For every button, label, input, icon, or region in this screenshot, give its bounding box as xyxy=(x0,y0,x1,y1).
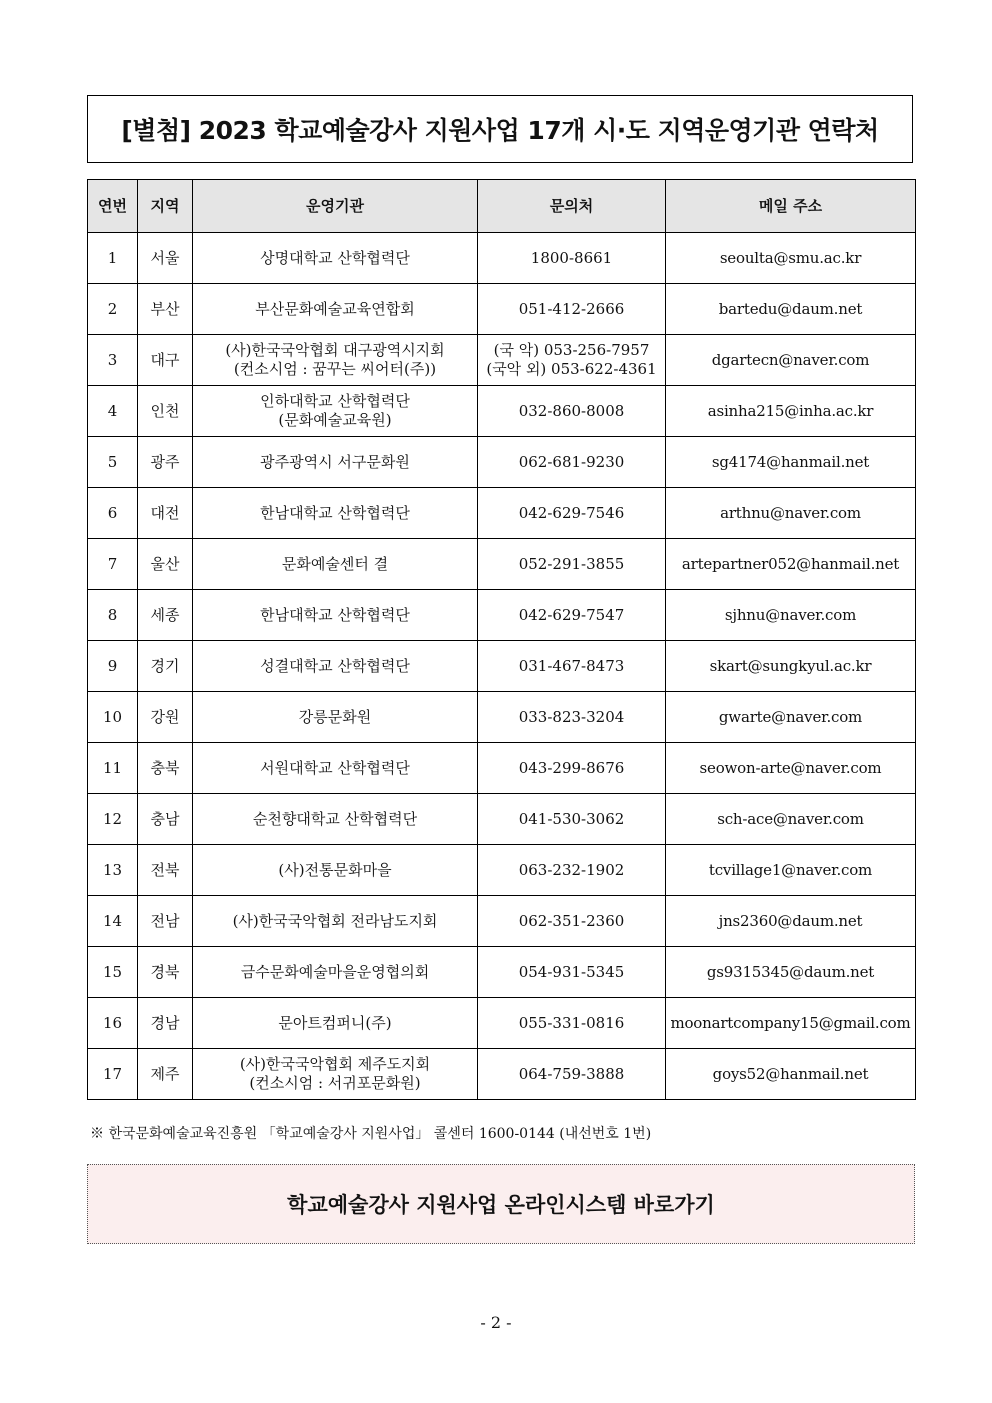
cell-phone xyxy=(478,233,666,284)
phone-line: 033-823-3204 xyxy=(518,707,625,726)
phone-line: 064-759-3888 xyxy=(518,1064,625,1083)
table-row xyxy=(88,794,916,845)
cell-email: gwarte@naver.com xyxy=(666,692,916,743)
cell-no: 5 xyxy=(88,437,138,488)
phone-line: 043-299-8676 xyxy=(518,758,625,777)
phone-line: 041-530-3062 xyxy=(518,809,625,828)
cell-region: 전북 xyxy=(138,845,193,896)
phone-line: 054-931-5345 xyxy=(518,962,625,981)
cell-org xyxy=(193,590,478,641)
cell-no: 12 xyxy=(88,794,138,845)
cell-no: 6 xyxy=(88,488,138,539)
cell-region: 울산 xyxy=(138,539,193,590)
org-line: 문아트컴퍼니(주) xyxy=(278,1013,392,1032)
cell-email: jns2360@daum.net xyxy=(666,896,916,947)
cell-org xyxy=(193,335,478,386)
cell-no: 11 xyxy=(88,743,138,794)
cell-org xyxy=(193,641,478,692)
phone-line: 052-291-3855 xyxy=(518,554,625,573)
cell-email: dgartecn@naver.com xyxy=(666,335,916,386)
phone-line: 032-860-8008 xyxy=(518,401,625,420)
phone-line: 1800-8661 xyxy=(530,248,613,267)
table-row xyxy=(88,284,916,335)
header-phone: 문의처 xyxy=(478,180,666,233)
table-row xyxy=(88,845,916,896)
phone-line: (국 악) 053-256-7957 xyxy=(493,341,650,360)
cell-email: bartedu@daum.net xyxy=(666,284,916,335)
document-title-text: [별첨] 2023 학교예술강사 지원사업 17개 시·도 지역운영기관 연락처 xyxy=(121,116,879,145)
cell-phone xyxy=(478,794,666,845)
cell-no: 9 xyxy=(88,641,138,692)
cell-email: seowon-arte@naver.com xyxy=(666,743,916,794)
table-row xyxy=(88,743,916,794)
cell-region: 대구 xyxy=(138,335,193,386)
org-line: (문화예술교육원) xyxy=(278,411,392,429)
org-line: (사)한국국악협회 대구광역시지회 xyxy=(225,341,445,360)
cell-region: 서울 xyxy=(138,233,193,284)
org-line: 상명대학교 산학협력단 xyxy=(260,248,410,267)
document-title xyxy=(87,95,913,163)
header-org: 운영기관 xyxy=(193,180,478,233)
org-line: 문화예술센터 결 xyxy=(281,554,389,573)
table-row xyxy=(88,692,916,743)
phone-line: 063-232-1902 xyxy=(518,860,625,879)
cell-org xyxy=(193,488,478,539)
cell-email: arthnu@naver.com xyxy=(666,488,916,539)
table-row xyxy=(88,590,916,641)
cell-region: 경남 xyxy=(138,998,193,1049)
cell-org xyxy=(193,284,478,335)
cell-email: sch-ace@naver.com xyxy=(666,794,916,845)
table-row xyxy=(88,1049,916,1100)
cell-region: 인천 xyxy=(138,386,193,437)
cell-org xyxy=(193,845,478,896)
org-line: 강릉문화원 xyxy=(298,707,372,726)
cell-org xyxy=(193,1049,478,1100)
cell-no: 4 xyxy=(88,386,138,437)
phone-line: 031-467-8473 xyxy=(518,656,625,675)
org-line: 광주광역시 서구문화원 xyxy=(260,452,410,471)
cell-no: 7 xyxy=(88,539,138,590)
cell-email: moonartcompany15@gmail.com xyxy=(666,998,916,1049)
online-system-link-button[interactable] xyxy=(87,1164,915,1244)
cell-email: sjhnu@naver.com xyxy=(666,590,916,641)
cell-region: 강원 xyxy=(138,692,193,743)
cell-org xyxy=(193,233,478,284)
table-row xyxy=(88,998,916,1049)
org-line: (사)전통문화마을 xyxy=(278,860,392,879)
cell-phone xyxy=(478,335,666,386)
cell-no: 17 xyxy=(88,1049,138,1100)
cell-phone xyxy=(478,998,666,1049)
cell-phone xyxy=(478,386,666,437)
cell-org xyxy=(193,692,478,743)
cell-region: 충북 xyxy=(138,743,193,794)
cell-region: 세종 xyxy=(138,590,193,641)
cell-no: 3 xyxy=(88,335,138,386)
table-row xyxy=(88,896,916,947)
org-line: 서원대학교 산학협력단 xyxy=(260,758,410,777)
phone-line: 042-629-7547 xyxy=(518,605,625,624)
cell-region: 충남 xyxy=(138,794,193,845)
table-header-row xyxy=(88,180,916,233)
cell-region: 부산 xyxy=(138,284,193,335)
cell-phone xyxy=(478,488,666,539)
cell-no: 15 xyxy=(88,947,138,998)
table-row xyxy=(88,437,916,488)
cell-org xyxy=(193,794,478,845)
org-line: 순천향대학교 산학협력단 xyxy=(252,809,418,828)
cell-phone xyxy=(478,641,666,692)
phone-line: (국악 외) 053-622-4361 xyxy=(486,360,657,378)
org-line: 성결대학교 산학협력단 xyxy=(260,656,410,675)
org-line: 한남대학교 산학협력단 xyxy=(260,503,410,522)
org-line: 금수문화예술마을운영협의회 xyxy=(240,962,430,981)
header-email: 메일 주소 xyxy=(666,180,916,233)
cell-email: skart@sungkyul.ac.kr xyxy=(666,641,916,692)
org-line: (사)한국국악협회 전라남도지회 xyxy=(232,911,438,930)
cell-phone xyxy=(478,539,666,590)
cell-org xyxy=(193,896,478,947)
cell-phone xyxy=(478,896,666,947)
header-region: 지역 xyxy=(138,180,193,233)
contacts-table xyxy=(87,179,916,1100)
cell-phone xyxy=(478,947,666,998)
org-line: 한남대학교 산학협력단 xyxy=(260,605,410,624)
cell-org xyxy=(193,743,478,794)
cell-region: 광주 xyxy=(138,437,193,488)
cell-no: 10 xyxy=(88,692,138,743)
cell-no: 14 xyxy=(88,896,138,947)
table-row xyxy=(88,386,916,437)
cell-email: tcvillage1@naver.com xyxy=(666,845,916,896)
cell-region: 대전 xyxy=(138,488,193,539)
org-line: (사)한국국악협회 제주도지회 xyxy=(239,1055,431,1074)
cell-org xyxy=(193,539,478,590)
header-no: 연번 xyxy=(88,180,138,233)
cell-no: 13 xyxy=(88,845,138,896)
phone-line: 062-351-2360 xyxy=(518,911,625,930)
cell-email: goys52@hanmail.net xyxy=(666,1049,916,1100)
cell-email: sg4174@hanmail.net xyxy=(666,437,916,488)
phone-line: 042-629-7546 xyxy=(518,503,625,522)
footnote: ※ 한국문화예술교육진흥원 「학교예술강사 지원사업」 콜센터 1600-0144 (내선번호 1번) xyxy=(90,1126,652,1142)
cell-region: 경기 xyxy=(138,641,193,692)
cell-email: gs9315345@daum.net xyxy=(666,947,916,998)
online-system-link-label: 학교예술강사 지원사업 온라인시스템 바로가기 xyxy=(287,1193,715,1217)
cell-phone xyxy=(478,1049,666,1100)
cell-no: 2 xyxy=(88,284,138,335)
page-number: - 2 - xyxy=(480,1313,512,1332)
table-row xyxy=(88,233,916,284)
cell-org xyxy=(193,947,478,998)
cell-phone xyxy=(478,845,666,896)
table-row xyxy=(88,335,916,386)
cell-phone xyxy=(478,743,666,794)
org-line: (컨소시엄 : 서귀포문화원) xyxy=(249,1074,421,1092)
phone-line: 051-412-2666 xyxy=(518,299,625,318)
cell-phone xyxy=(478,437,666,488)
cell-phone xyxy=(478,692,666,743)
cell-phone xyxy=(478,590,666,641)
table-row xyxy=(88,488,916,539)
table-row xyxy=(88,947,916,998)
table-body xyxy=(88,233,916,1100)
cell-region: 전남 xyxy=(138,896,193,947)
table-row xyxy=(88,641,916,692)
cell-region: 경북 xyxy=(138,947,193,998)
cell-no: 1 xyxy=(88,233,138,284)
cell-no: 16 xyxy=(88,998,138,1049)
org-line: (컨소시엄 : 꿈꾸는 씨어터(주)) xyxy=(233,360,437,378)
cell-org xyxy=(193,386,478,437)
cell-org xyxy=(193,998,478,1049)
cell-no: 8 xyxy=(88,590,138,641)
org-line: 부산문화예술교육연합회 xyxy=(255,299,415,318)
phone-line: 062-681-9230 xyxy=(518,452,625,471)
cell-email: asinha215@inha.ac.kr xyxy=(666,386,916,437)
cell-region: 제주 xyxy=(138,1049,193,1100)
cell-email: artepartner052@hanmail.net xyxy=(666,539,916,590)
cell-org xyxy=(193,437,478,488)
phone-line: 055-331-0816 xyxy=(518,1013,625,1032)
cell-phone xyxy=(478,284,666,335)
cell-email: seoulta@smu.ac.kr xyxy=(666,233,916,284)
table-row xyxy=(88,539,916,590)
org-line: 인하대학교 산학협력단 xyxy=(260,392,410,411)
